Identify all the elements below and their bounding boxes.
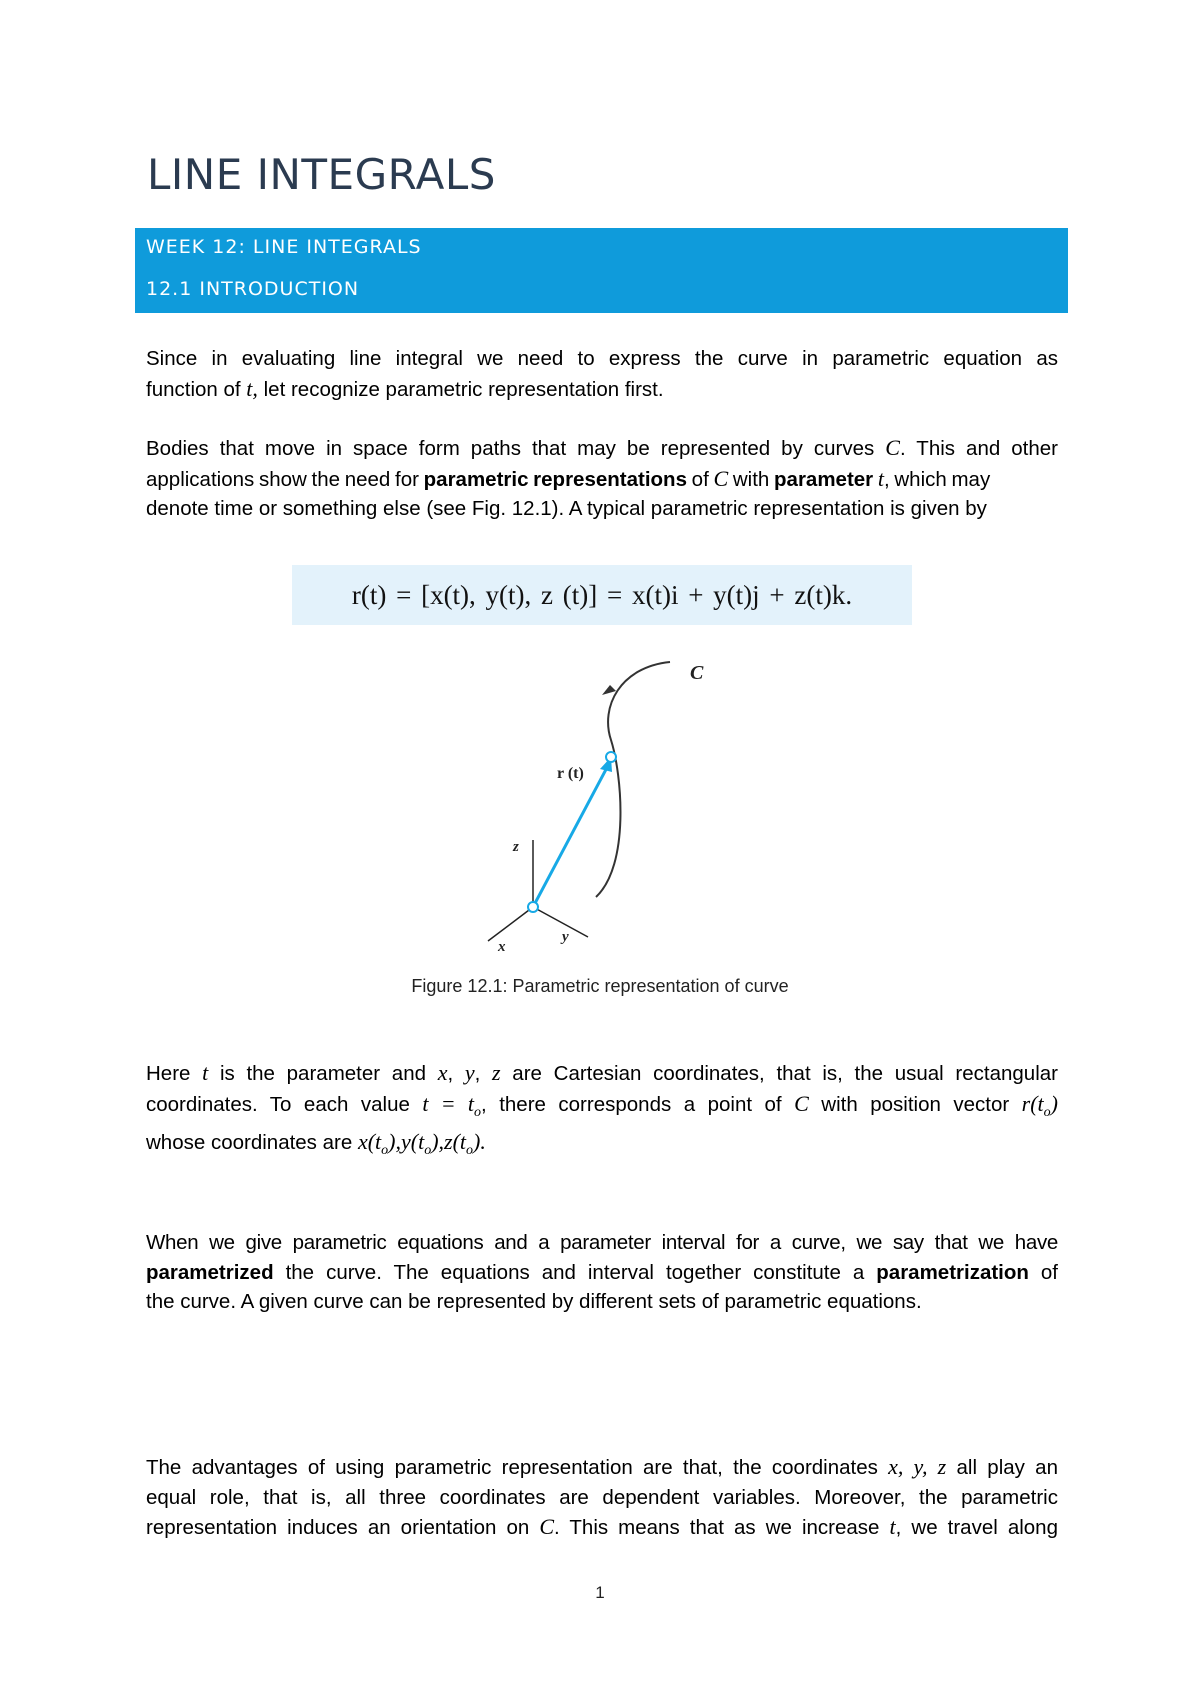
page-number: 1 <box>595 1583 605 1602</box>
text-line: Bodies that move in space form paths that may be represented by curves C. This and other <box>146 435 1059 460</box>
parametrization-paragraph <box>146 1228 1058 1317</box>
text-line: representation induces an orientation on C. This means that as we increase t, we travel along <box>146 1514 1058 1539</box>
parametric-curve-figure <box>470 645 730 965</box>
text-line: Since in evaluating line integral we need to express the curve in parametric equation as <box>146 347 1058 370</box>
document-title: LINE INTEGRALS <box>147 150 496 199</box>
x-axis-label: x <box>498 939 506 955</box>
text-line: Here t is the parameter and x, y, z are Cartesian coordinates, that is, the usual rectangular <box>146 1060 1058 1085</box>
curve-arrow-icon <box>602 685 616 695</box>
text-line: When we give parametric equations and a parameter interval for a curve, we say that we have <box>146 1231 1058 1254</box>
position-vector-line <box>533 760 611 907</box>
origin-point <box>528 902 538 912</box>
intro-paragraph <box>146 344 1058 404</box>
text-line: The advantages of using parametric representation are that, the coordinates x, y, z all play an <box>146 1454 1058 1479</box>
section-heading: 12.1 INTRODUCTION <box>146 278 360 300</box>
text-line: coordinates. To each value $t = t_o$, there corresponds a point of C with position vector $r(t_o)$ <box>146 1090 1058 1120</box>
parametric-formula: r(t) = [x(t), y(t), z (t)] = x(t)i + y(t)j + z(t)k. <box>351 580 853 610</box>
cartesian-paragraph <box>146 1058 1058 1166</box>
advantages-paragraph <box>146 1452 1058 1543</box>
curve-label: C <box>690 662 704 684</box>
text-line: applications show the need for parametric representations of C with parameter t, which may <box>146 465 991 491</box>
curve-c <box>596 662 670 897</box>
section-heading-band <box>135 228 1068 313</box>
y-axis-label: y <box>562 929 569 945</box>
text-line: function of t, let recognize parametric representation first. <box>146 375 664 401</box>
text-line: the curve. A given curve can be represented by different sets of parametric equations. <box>146 1290 922 1313</box>
y-axis-line <box>533 907 588 937</box>
z-axis-label: z <box>513 839 519 855</box>
text-line: whose coordinates are $x(t_o),y(t_o),z(t_o)$. <box>146 1129 486 1159</box>
curve-point <box>606 752 616 762</box>
parametric-intro-paragraph <box>146 433 1058 524</box>
text-line: parametrized the curve. The equations and interval together constitute a parametrization of <box>146 1260 1058 1284</box>
figure-caption: Figure 12.1: Parametric representation of curve <box>411 976 789 996</box>
x-axis-line <box>488 907 533 941</box>
text-line: equal role, that is, all three coordinates are dependent variables. Moreover, the parametric <box>146 1485 1058 1509</box>
vector-label: r (t) <box>557 765 584 782</box>
formula-box <box>292 565 912 625</box>
text-line: denote time or something else (see Fig. 12.1). A typical parametric representation is given by <box>146 497 987 520</box>
week-heading: WEEK 12: LINE INTEGRALS <box>146 236 422 258</box>
